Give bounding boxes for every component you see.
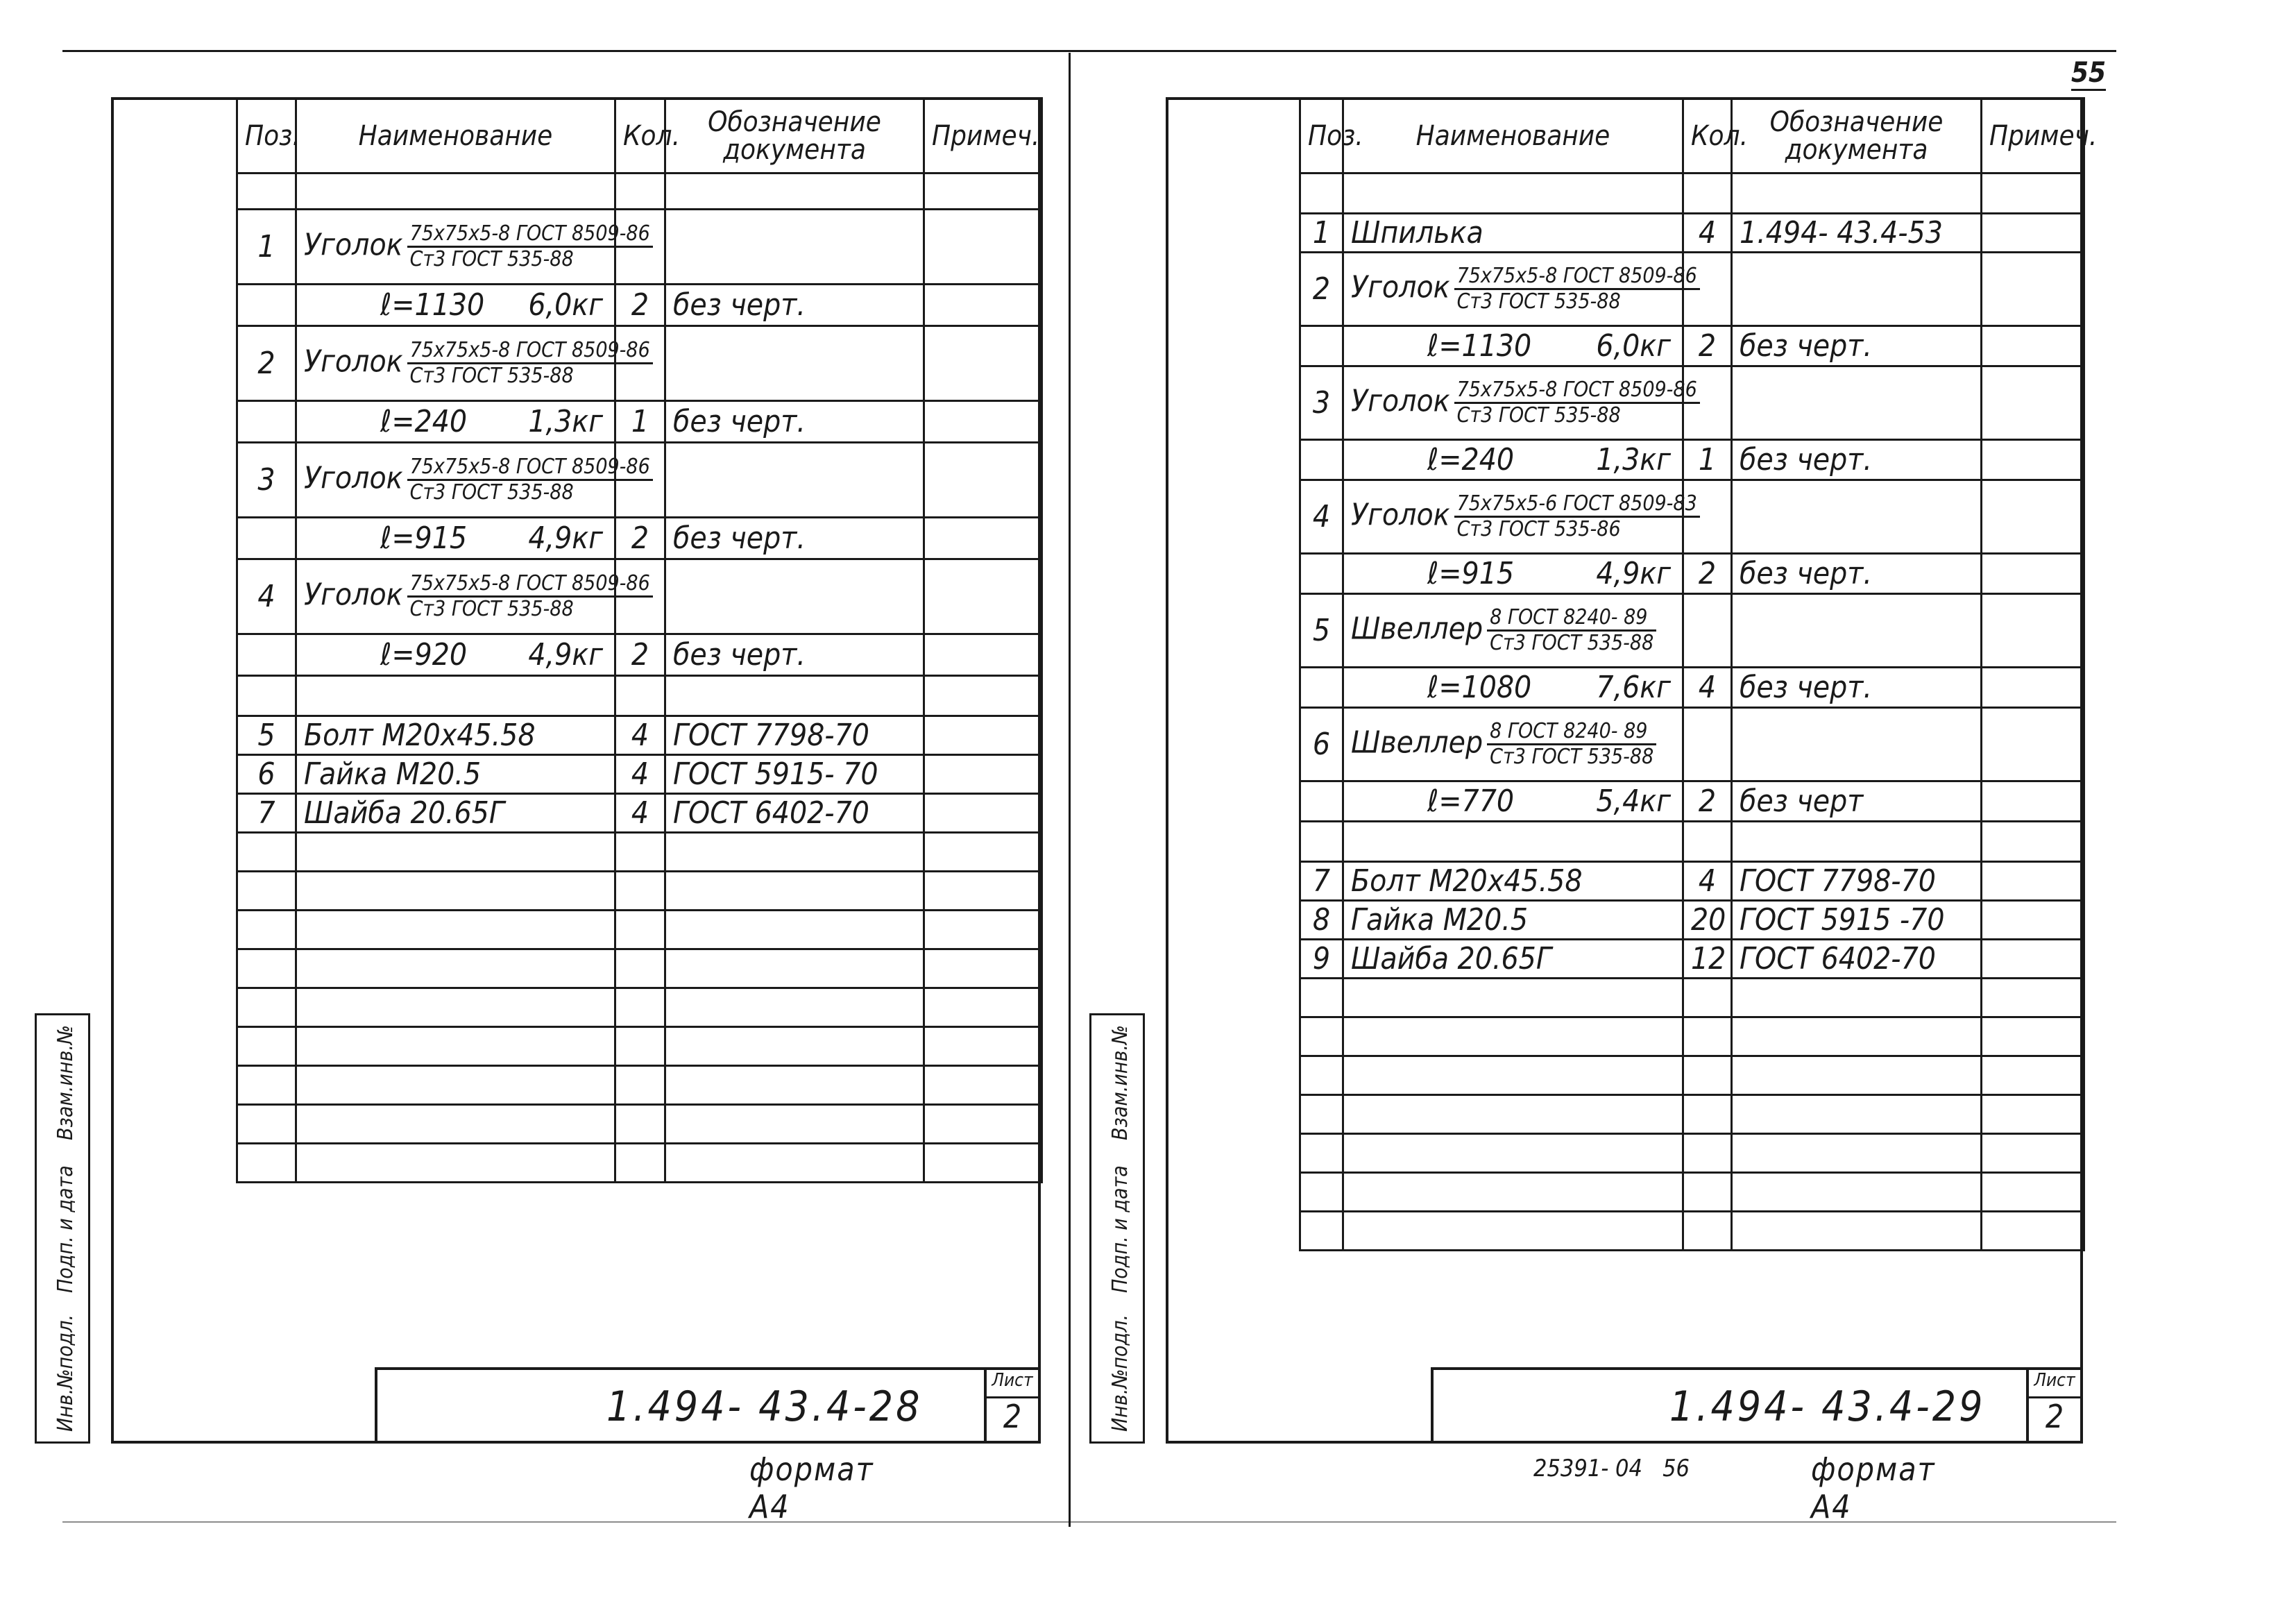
- right-title-block: [1431, 1367, 2083, 1444]
- bottom-cut-line: [62, 1521, 2116, 1523]
- right-side-label-sign: Подп. и дата: [1108, 1165, 1132, 1293]
- right-format-label: формат А4: [1811, 1450, 1936, 1525]
- header-qty: Кол.: [1683, 99, 1732, 174]
- left-side-label-inv: Инв.№подл.: [53, 1314, 78, 1432]
- table-row: 2 Уголок $\frac{\text{75x75x5-8 ГОСТ 8509-86}}{\text{Ст3 ГОСТ 535-88}}$: [237, 326, 1042, 401]
- table-row: 7 Болт М20x45.58 4 ГОСТ 7798-70: [1300, 862, 2084, 901]
- table-row: [237, 676, 1042, 716]
- table-row: 6 Гайка М20.5 4 ГОСТ 5915- 70: [237, 755, 1042, 794]
- table-row: ℓ=915 4,9кг 2 без черт.: [237, 518, 1042, 559]
- right-document-code: 1.494- 43.4-29: [1669, 1382, 1986, 1431]
- table-row: 9 Шайба 20.65Г 12 ГОСТ 6402-70: [1300, 940, 2084, 979]
- footer-archive-number: 25391- 04 56: [1533, 1455, 1690, 1482]
- page-number: 55: [2071, 57, 2106, 91]
- top-border-line: [62, 50, 2116, 52]
- header-name: Наименование: [296, 99, 615, 174]
- header-doc-line1: Обозначение: [708, 105, 881, 138]
- table-row: ℓ=240 1,3кг 1 без черт.: [1300, 440, 2084, 480]
- header-doc-line2: документа: [723, 133, 866, 166]
- header-doc: [665, 99, 924, 174]
- table-row: [1300, 822, 2084, 862]
- left-sheet-number: 2: [1003, 1398, 1022, 1435]
- left-document-code: 1.494- 43.4-28: [606, 1382, 923, 1431]
- table-row: [237, 174, 1042, 210]
- table-row: ℓ=1130 6,0кг 2 без черт.: [1300, 326, 2084, 366]
- header-doc-line2: документа: [1785, 133, 1928, 166]
- header-name: Наименование: [1343, 99, 1683, 174]
- table-row: 6 Швеллер $\frac{\text{8 ГОСТ 8240- 89}}{\text{Ст3 ГОСТ 535-88}}$: [1300, 708, 2084, 781]
- left-sheet-label: Лист: [987, 1370, 1038, 1398]
- table-row: 2 Уголок $\frac{\text{75x75x5-8 ГОСТ 8509-86}}{\text{Ст3 ГОСТ 535-88}}$: [1300, 253, 2084, 326]
- header-pos: Поз.: [237, 99, 296, 174]
- right-sheet-number: 2: [2045, 1398, 2064, 1435]
- table-row: 3 Уголок $\frac{\text{75x75x5-8 ГОСТ 8509-86}}{\text{Ст3 ГОСТ 535-88}}$: [237, 443, 1042, 518]
- right-side-label-swap: Взам.инв.№: [1108, 1024, 1132, 1140]
- right-spec-table: [1299, 97, 2098, 1251]
- header-row: [1300, 99, 2084, 174]
- table-row: 4 Уголок $\frac{\text{75x75x5-8 ГОСТ 8509-86}}{\text{Ст3 ГОСТ 535-88}}$: [237, 559, 1042, 634]
- header-doc: [1732, 99, 1982, 174]
- table-row: 8 Гайка М20.5 20 ГОСТ 5915 -70: [1300, 901, 2084, 940]
- table-row: ℓ=920 4,9кг 2 без черт.: [237, 634, 1042, 676]
- left-format-label: формат А4: [749, 1450, 874, 1525]
- table-row: 1 Уголок $\frac{\text{75x75x5-8 ГОСТ 8509-86}}{\text{Ст3 ГОСТ 535-88}}$: [237, 210, 1042, 285]
- table-row: 4 Уголок $\frac{\text{75x75x5-6 ГОСТ 8509-83}}{\text{Ст3 ГОСТ 535-86}}$: [1300, 480, 2084, 554]
- header-pos: Поз.: [1300, 99, 1343, 174]
- header-doc-line1: Обозначение: [1769, 105, 1944, 138]
- table-row: 5 Швеллер $\frac{\text{8 ГОСТ 8240- 89}}{\text{Ст3 ГОСТ 535-88}}$: [1300, 594, 2084, 668]
- table-row: 3 Уголок $\frac{\text{75x75x5-8 ГОСТ 8509-86}}{\text{Ст3 ГОСТ 535-88}}$: [1300, 366, 2084, 440]
- table-row: [1300, 174, 2084, 214]
- table-row: ℓ=1080 7,6кг 4 без черт.: [1300, 668, 2084, 708]
- table-row: ℓ=1130 6,0кг 2 без черт.: [237, 285, 1042, 326]
- table-row: 1 Шпилька 4 1.494- 43.4-53: [1300, 214, 2084, 253]
- left-side-label-sign: Подп. и дата: [53, 1165, 78, 1293]
- left-title-block: [375, 1367, 1041, 1444]
- table-row: ℓ=240 1,3кг 1 без черт.: [237, 401, 1042, 443]
- right-sheet-label: Лист: [2029, 1370, 2080, 1398]
- header-qty: Кол.: [615, 99, 665, 174]
- table-row: 5 Болт М20x45.58 4 ГОСТ 7798-70: [237, 716, 1042, 755]
- center-fold-line: [1069, 53, 1071, 1527]
- left-spec-table: [236, 97, 1043, 1183]
- header-note: Примеч.: [1982, 99, 2084, 174]
- table-row: 7 Шайба 20.65Г 4 ГОСТ 6402-70: [237, 794, 1042, 833]
- header-note: Примеч.: [924, 99, 1042, 174]
- table-row: ℓ=915 4,9кг 2 без черт.: [1300, 554, 2084, 594]
- table-row: ℓ=770 5,4кг 2 без черт: [1300, 781, 2084, 822]
- right-side-label-inv: Инв.№подл.: [1108, 1314, 1132, 1432]
- right-side-stamp: [1089, 1013, 1145, 1444]
- left-side-label-swap: Взам.инв.№: [53, 1024, 78, 1140]
- left-side-stamp: [35, 1013, 90, 1444]
- header-row: [237, 99, 1042, 174]
